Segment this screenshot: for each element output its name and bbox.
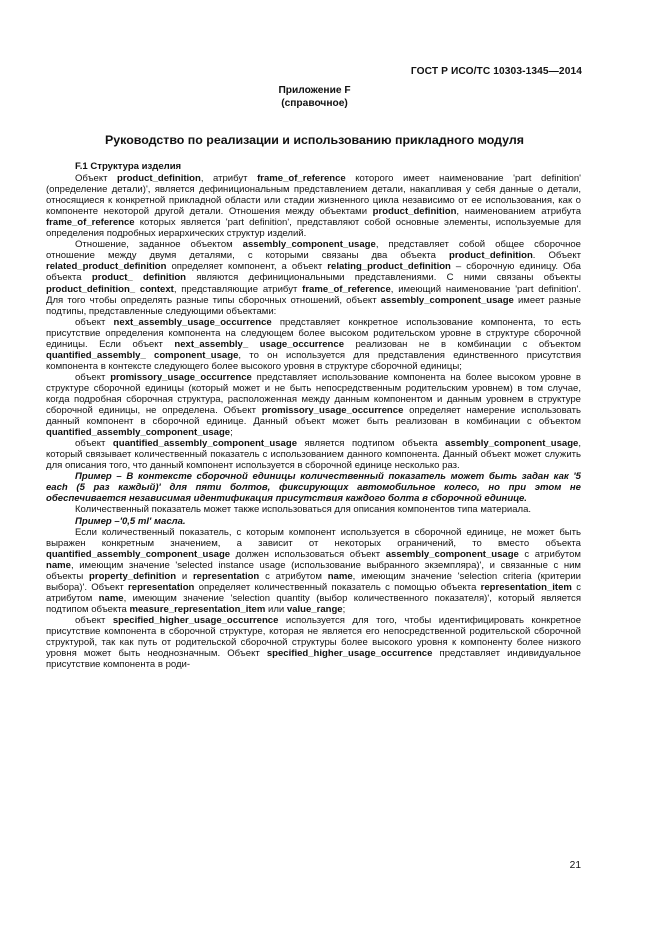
paragraph: Количественный показатель может также использоваться для описания компонентов типа материала.: [75, 504, 532, 516]
entity-name: name: [98, 592, 124, 604]
entity-name: specified_higher_usage_occurrence: [112, 614, 279, 626]
annex-heading: [0, 84, 629, 110]
example: Пример –'0,5 ml' масла.: [75, 515, 186, 527]
page-number: 21: [569, 860, 581, 871]
entity-name: next_assembly_ usage_occurrence: [174, 338, 344, 350]
entity-name: property_definition: [89, 570, 177, 582]
annex-title: Приложение F: [278, 85, 351, 96]
entity-name: assembly_component_usage: [445, 438, 579, 450]
standard-code: ГОСТ Р ИСО/ТС 10303-1345—2014: [410, 66, 582, 77]
annex-status: (справочное): [281, 98, 348, 109]
entity-name: product_ definition: [91, 272, 187, 284]
paragraph: Объект product_definition, атрибут frame_of_reference которого имеет наименование 'part definition' (определение детали)', является дефинициональным представлением детали, накапливая у себя данные о детали, относящиеся к конкретной прикладной области или стадии жизненного цикла независимо от ее использования, как о компоненте некоторой другой детали. Отношения между объектами product_definition, наименованием атрибута frame_of_reference которых является 'part definition', представляют собой основные элементы, используемые для определения подробных иерархических структур изделий.: [46, 173, 581, 240]
entity-name: related_product_definition: [46, 261, 167, 273]
entity-name: promissory_usage_occurrence: [110, 371, 252, 383]
entity-name: name: [327, 570, 353, 582]
entity-name: frame_of_reference: [46, 217, 135, 229]
list-item: объект next_assembly_usage_occurrence представляет конкретное использование компонента, то есть присутствие определения компонента на следующем более высоком родительском уровне в структуре сборочной единицы. Если объект next_assembly_ usage_occurrence реализован не в комбинации с объектом quantified_assembly_ component_usage, то он используется для представления единственного присутствия компонента в контексте следующего более высокого уровня в структуре сборочной единицы;: [46, 316, 582, 372]
section-heading: F.1 Структура изделия: [75, 161, 182, 172]
entity-name: frame_of_reference: [302, 283, 391, 295]
list-item: объект specified_higher_usage_occurrence используется для того, чтобы идентифицировать конкретное присутствие компонента в сборочной структуре, которая не является его непосредственной родительской сборочной структурой, так как путь от родительской сборочной структуры более высокого уровня к компоненту более низкого уровня может быть неоднозначным. Объект specified_higher_usage_occurrence представляет индивидуальное присутствие компонента в роди-: [46, 614, 582, 671]
entity-name: promissory_usage_occurrence: [261, 405, 404, 417]
entity-name: quantified_assembly_ component_usage: [46, 349, 239, 361]
entity-name: representation_item: [480, 581, 572, 593]
list-item: объект quantified_assembly_component_usage является подтипом объекта assembly_component_usage, который связывает количественный показатель с использованием данного компонента. Данный объект может служить для описания того, что данный компонент используется в сборочной единице несколько раз.: [46, 438, 582, 472]
entity-name: representation: [128, 581, 195, 593]
entity-name: measure_representation_item: [129, 603, 266, 615]
entity-name: specified_higher_usage_occurrence: [266, 648, 433, 660]
entity-name: relating_product_definition: [327, 261, 451, 273]
entity-name: name: [46, 559, 71, 571]
entity-name: quantified_assembly_component_usage: [46, 427, 231, 439]
entity-name: assembly_component_usage: [385, 548, 519, 560]
paragraph: Если количественный показатель, с которым компонент используется в сборочной единице, не может быть выражен конкретным значением, а зависит от некоторых ограничений, то вместо объекта quantified_assembly_component_usage должен использоваться объект assembly_component_usage с атрибутом name, имеющим значение 'selected instance usage (использование выбранного экземпляра)', и связанные с ним объекты property_definition и representation с атрибутом name, имеющим значение 'selection criteria (критерии выбора)'. Объект representation определяет количественный показатель с помощью объекта representation_item с атрибутом name, имеющим значение 'selection quantity (выбор количественного показателя)', который является подтипом объекта measure_representation_item или value_range;: [46, 526, 581, 615]
entity-name: quantified_assembly_component_usage: [46, 548, 231, 560]
entity-name: value_range: [286, 603, 343, 615]
entity-name: quantified_assembly_component_usage: [112, 438, 298, 450]
paragraph: Отношение, заданное объектом assembly_component_usage, представляет собой общее сборочное отношение между двумя деталями, с которыми связаны два объекта product_definition. Объект related_product_definition определяет компонент, а объект relating_product_definition – сборочную единицу. Оба объекта product_ definition являются дефинициональными представлениями. С ними связаны объекты product_definition_ context, представляющие атрибут frame_of_reference, имеющий наименование 'part definition'. Для того чтобы определять разные типы сборочных отношений, объект assembly_component_usage имеет разные подтипы, представленные следующими объектами:: [46, 239, 581, 317]
entity-name: next_assembly_usage_occurrence: [113, 316, 272, 328]
entity-name: representation: [192, 570, 260, 582]
entity-name: product_definition_ context: [46, 283, 174, 295]
entity-name: product_definition: [117, 173, 201, 185]
entity-name: assembly_component_usage: [380, 294, 514, 306]
entity-name: frame_of_reference: [257, 173, 346, 185]
page-title: Руководство по реализации и использованию прикладного модуля: [105, 133, 524, 147]
entity-name: product_definition: [372, 206, 457, 218]
example: Пример – В контексте сборочной единицы количественный показатель может быть задан как '5 each (5 раз каждый)' для пяти болтов, фиксирующих автомобильное колесо, но при этом не обеспечивается независимая идентификация присутствия каждого болта в сборочной единице.: [46, 471, 581, 505]
entity-name: assembly_component_usage: [242, 239, 376, 251]
list-item: объект promissory_usage_occurrence представляет использование компонента на более высоком уровне в структуре сборочной единицы (который может и не быть непосредственным родительским уровнем) в том случае, когда подробная сборочная структура, расположенная между данным компонентом и данным уровнем в структуре сборочной единицы, не определена. Объект promissory_usage_occurrence определяет намерение использовать данный компонент в сборочной единице. Данный объект может быть реализован в комбинации с объектом quantified_assembly_component_usage;: [46, 371, 582, 439]
entity-name: product_definition: [448, 250, 533, 262]
body-text: [46, 161, 581, 670]
